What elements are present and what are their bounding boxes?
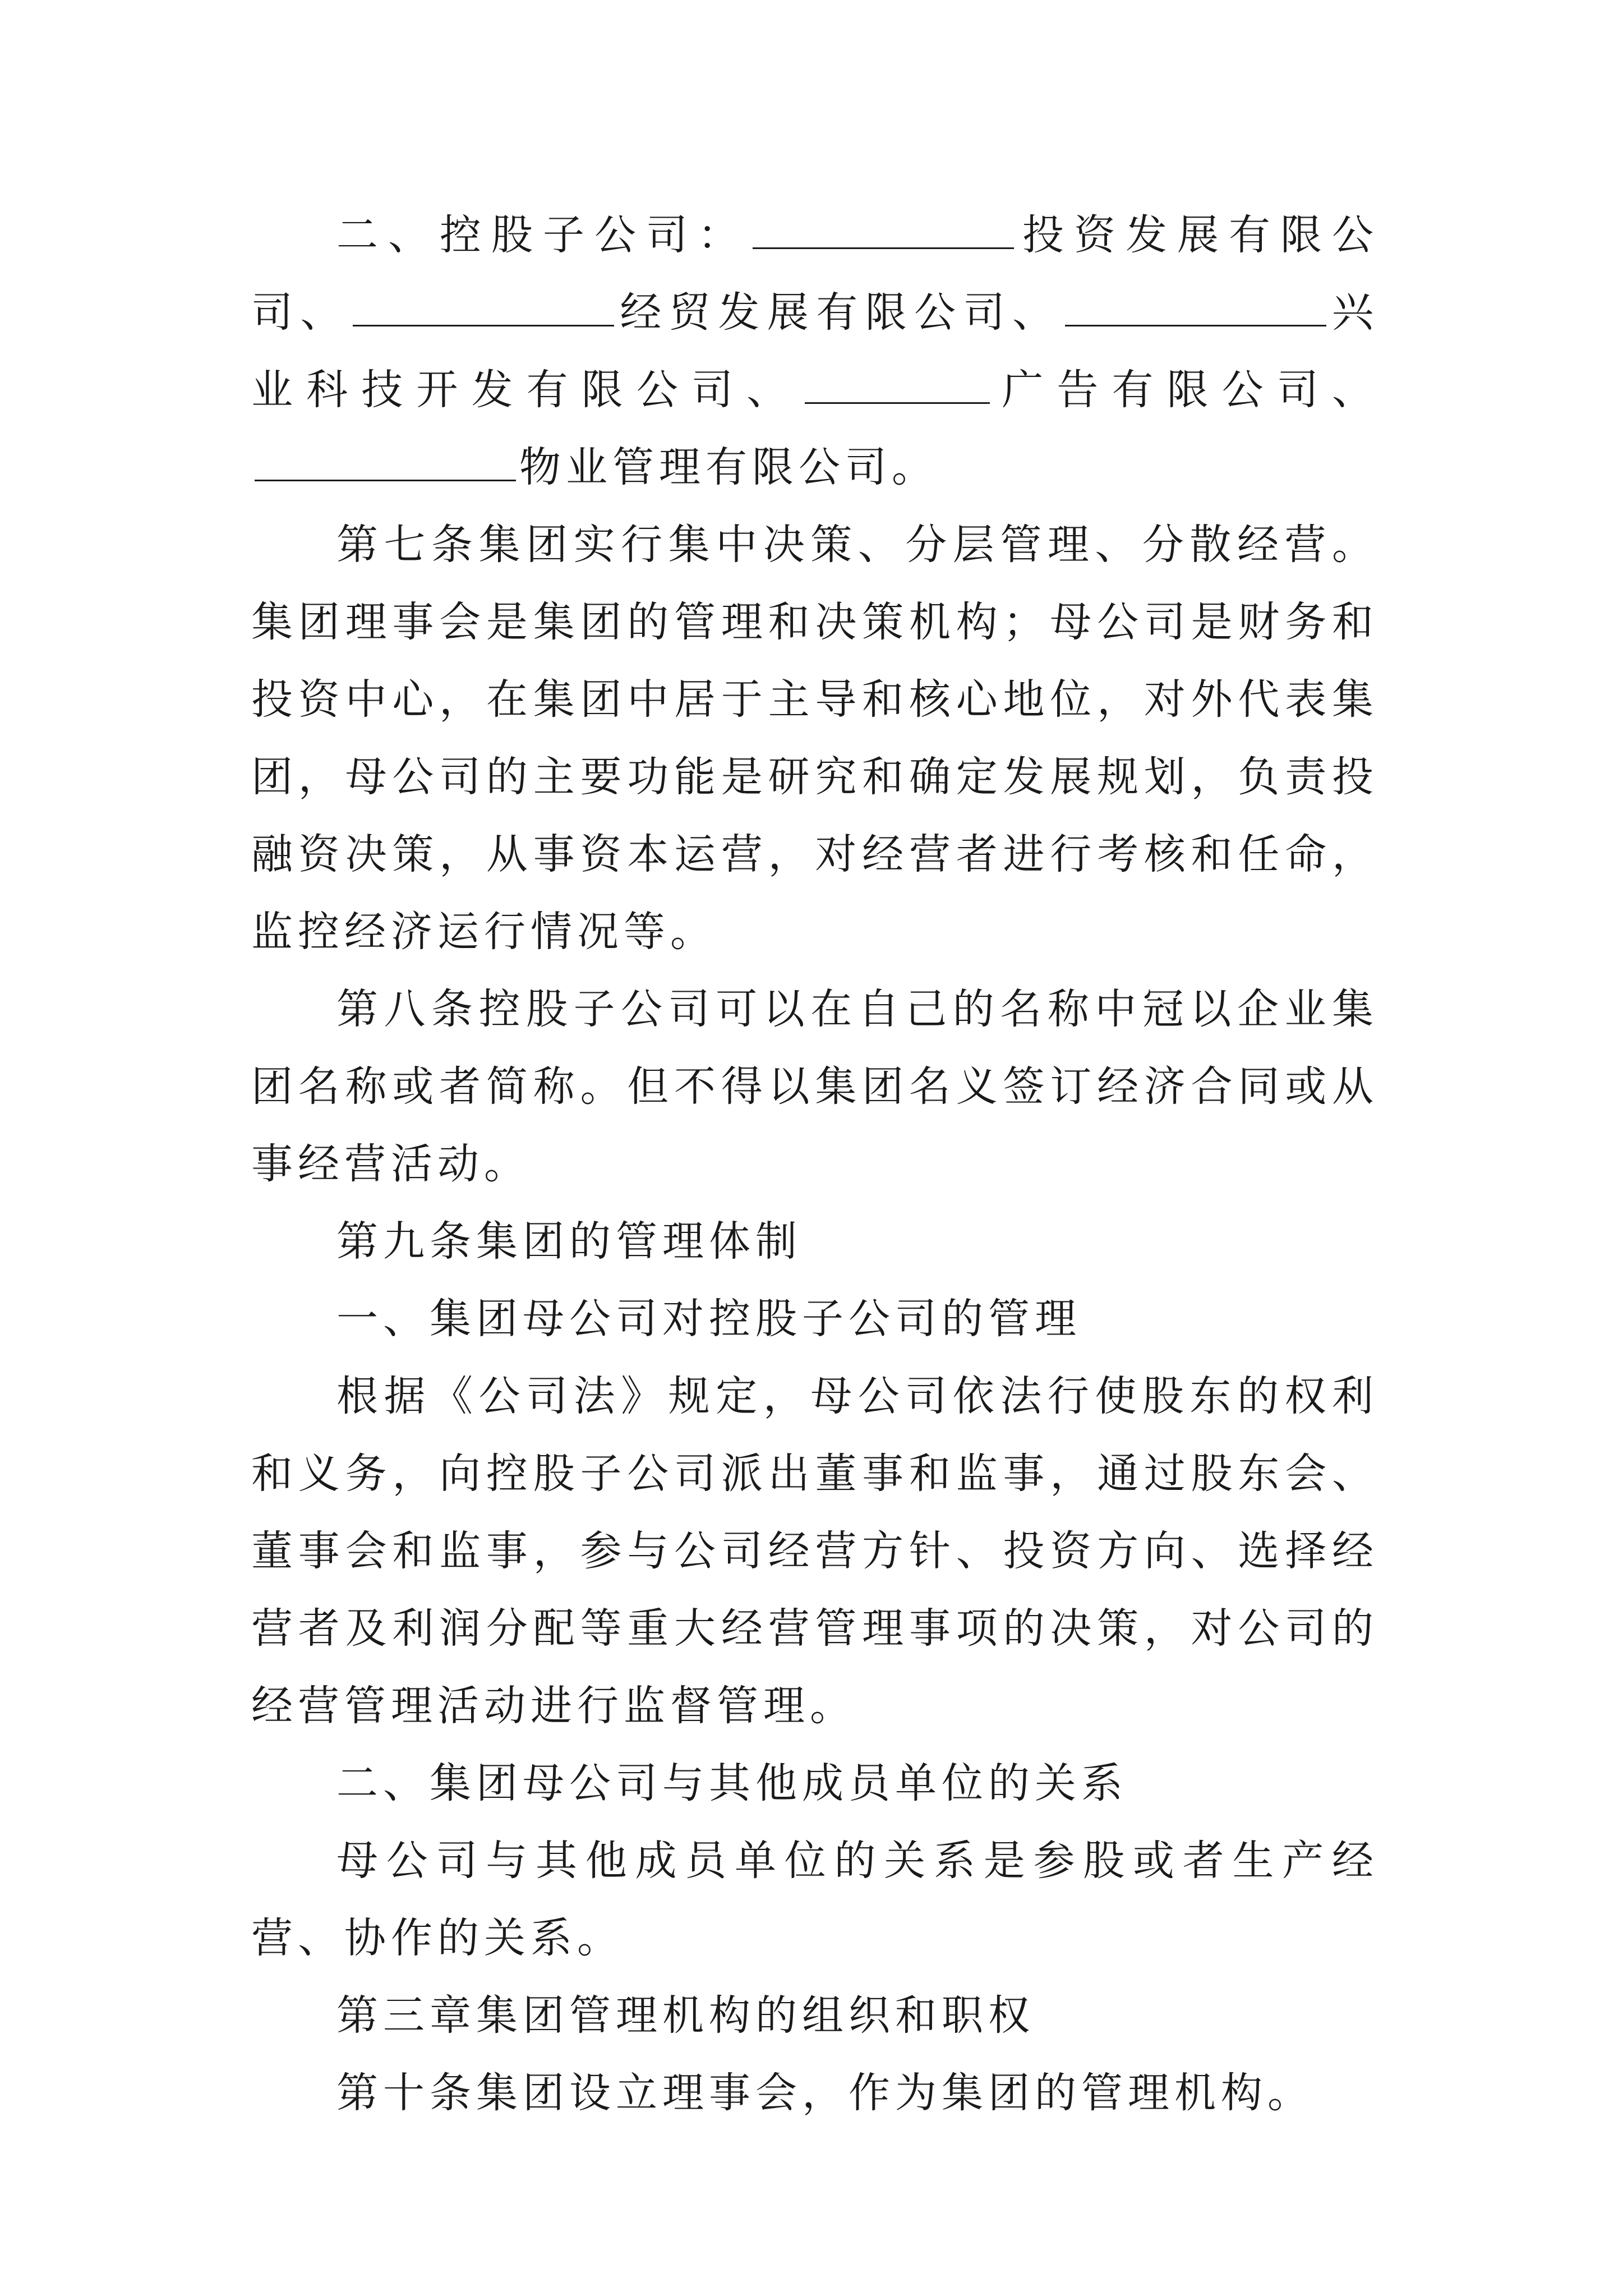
section-2-body: 母公司与其他成员单位的关系是参股或者生产经营、协作的关系。 bbox=[251, 1837, 1378, 1962]
document-page bbox=[251, 196, 1378, 2132]
blank-line-1 bbox=[753, 213, 1014, 249]
article-10: 第十条集团设立理事会，作为集团的管理机构。 bbox=[336, 2069, 1314, 2117]
company-5: 物业管理有限公司。 bbox=[519, 443, 938, 491]
section-2-heading: 二、集团母公司与其他成员单位的关系 bbox=[336, 1759, 1128, 1807]
blank-line-2 bbox=[353, 290, 614, 326]
company-2: 经贸发展有限公司、 bbox=[617, 288, 1062, 337]
subsidiaries-heading: 二、控股子公司： bbox=[336, 211, 749, 259]
company-1: 投资发展有限公司、 bbox=[251, 211, 1378, 337]
blank-line-3 bbox=[1065, 290, 1326, 326]
blank-line-5 bbox=[255, 445, 516, 481]
chapter-3-heading: 第三章集团管理机构的组织和职权 bbox=[336, 1991, 1035, 2040]
company-4: 广告有限公司、 bbox=[993, 366, 1379, 414]
section-1-heading: 一、集团母公司对控股子公司的管理 bbox=[336, 1295, 1081, 1343]
article-7: 第七条集团实行集中决策、分层管理、分散经营。集团理事会是集团的管理和决策机构；母公司是财务和投资中心，在集团中居于主导和核心地位，对外代表集团，母公司的主要功能是研究和确定发展规划，负责投融资决策，从事资本运营，对经营者进行考核和任命，监控经济运行情况等。 bbox=[251, 521, 1378, 956]
blank-line-4 bbox=[805, 367, 990, 404]
article-8: 第八条控股子公司可以在自己的名称中冠以企业集团名称或者简称。但不得以集团名义签订经济合同或从事经营活动。 bbox=[251, 985, 1378, 1188]
section-1-body: 根据《公司法》规定，母公司依法行使股东的权利和义务，向控股子公司派出董事和监事，通过股东会、董事会和监事，参与公司经营方针、投资方向、选择经营者及利润分配等重大经营管理事项的决策，对公司的经营管理活动进行监督管理。 bbox=[251, 1372, 1378, 1730]
paragraph-subsidiaries bbox=[251, 196, 1378, 506]
article-9-heading: 第九条集团的管理体制 bbox=[336, 1217, 802, 1266]
company-3: 兴业科技开发有限公司、 bbox=[251, 288, 1379, 414]
